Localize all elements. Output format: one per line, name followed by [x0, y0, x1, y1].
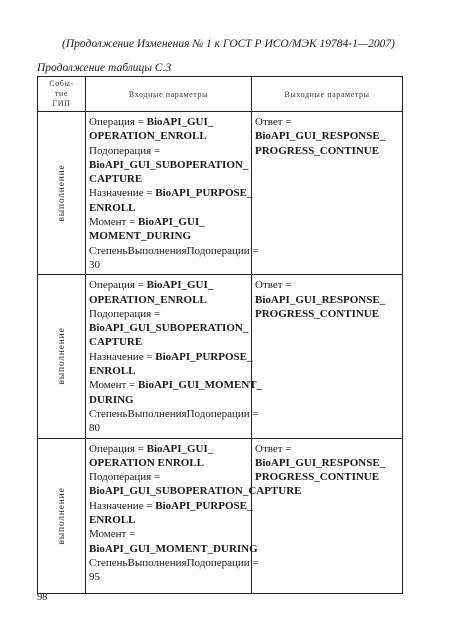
param-value: PROGRESS_CONTINUE	[255, 307, 380, 320]
param-line	[89, 201, 248, 215]
output-params-cell	[252, 112, 403, 275]
param-text: Момент =	[89, 216, 139, 229]
param-value: BioAPI_GUI_	[146, 116, 214, 128]
param-line	[89, 144, 248, 158]
param-value: BioAPI_GUI_MOMENT_	[138, 379, 263, 392]
param-line	[89, 350, 253, 364]
running-title: (Продолжение Изменения № 1 к ГОСТ Р ИСО/МЭК 19784-1—2007)	[62, 38, 395, 50]
param-line	[89, 570, 248, 584]
param-value: BioAPI_PURPOSE_	[155, 350, 253, 363]
event-cell	[38, 438, 86, 593]
param-line	[255, 115, 399, 129]
param-text: Назначение =	[89, 187, 156, 200]
param-value: BioAPI_PURPOSE_	[155, 187, 253, 200]
param-text: 30	[89, 258, 100, 271]
param-text: Операция =	[89, 116, 147, 128]
param-line	[89, 293, 248, 307]
event-label: выполнение	[56, 164, 67, 222]
param-value: OPERATION ENROLL	[89, 456, 205, 469]
param-text: 80	[89, 422, 100, 435]
table-row	[38, 438, 403, 593]
param-line	[89, 421, 248, 435]
param-line	[255, 144, 399, 158]
param-value: PROGRESS_CONTINUE	[255, 144, 380, 157]
param-text: Ответ =	[255, 279, 292, 292]
param-line	[89, 527, 248, 541]
param-line	[89, 556, 259, 570]
param-line	[89, 378, 263, 392]
param-line	[89, 244, 259, 258]
param-line	[255, 442, 399, 456]
param-line	[89, 407, 259, 421]
page-number: 98	[37, 592, 48, 603]
param-line	[89, 499, 253, 513]
param-value: BioAPI_GUI_	[138, 216, 205, 229]
param-value: BioAPI_GUI_	[146, 279, 214, 292]
param-text: Момент =	[89, 379, 139, 392]
param-text: Ответ =	[255, 116, 292, 128]
column-header-event-line1: Собы-	[49, 79, 74, 88]
event-cell	[38, 112, 86, 275]
param-value: ENROLL	[89, 365, 136, 378]
column-header-output: Выходные параметры	[252, 77, 403, 112]
param-line	[89, 278, 248, 292]
param-text: Назначение =	[89, 350, 156, 363]
param-text: Подоперация =	[89, 144, 161, 157]
param-value: MOMENT_DURING	[89, 230, 192, 243]
param-text: СтепеньВыполненияПодоперации =	[89, 244, 259, 257]
column-header-input: Входные параметры	[86, 77, 252, 112]
param-text: Операция =	[89, 279, 147, 292]
table-caption: Продолжение таблицы С.3	[37, 62, 172, 74]
param-line	[89, 158, 248, 172]
param-value: CAPTURE	[89, 173, 143, 186]
param-text: Момент =	[89, 528, 136, 541]
param-line	[89, 542, 258, 556]
param-text: СтепеньВыполненияПодоперации =	[89, 556, 259, 569]
param-value: BioAPI_GUI_SUBOPERATION_	[89, 322, 249, 335]
param-line	[255, 129, 399, 143]
param-text: Подоперация =	[89, 307, 161, 320]
param-line	[255, 470, 399, 484]
output-params-cell	[252, 275, 403, 438]
param-value: DURING	[89, 393, 134, 406]
table-header-row	[38, 77, 403, 112]
input-params-cell	[86, 275, 263, 438]
param-line	[89, 321, 248, 335]
column-header-event-line2: тие	[54, 89, 69, 98]
param-line	[89, 470, 248, 484]
param-text: Назначение =	[89, 499, 156, 512]
param-line	[89, 513, 248, 527]
param-line	[89, 484, 302, 498]
param-value: ENROLL	[89, 201, 136, 214]
output-params-cell	[252, 438, 403, 593]
param-value: ENROLL	[89, 514, 136, 527]
column-header-event	[38, 77, 86, 112]
param-text: Операция =	[89, 442, 147, 455]
param-line	[89, 129, 248, 143]
param-line	[89, 186, 253, 200]
param-line	[89, 393, 248, 407]
param-value: CAPTURE	[89, 336, 143, 349]
param-value: OPERATION_ENROLL	[89, 293, 207, 306]
param-line	[89, 215, 248, 229]
param-line	[255, 456, 399, 470]
param-line	[89, 364, 248, 378]
param-line	[89, 229, 248, 243]
param-value: BioAPI_GUI_RESPONSE_	[255, 293, 386, 306]
param-value: BioAPI_GUI_	[146, 442, 214, 455]
param-text: Подоперация =	[89, 471, 161, 484]
param-text: Ответ =	[255, 442, 292, 455]
param-line	[89, 258, 248, 272]
event-label: выполнение	[56, 487, 67, 545]
param-value: BioAPI_PURPOSE_	[155, 499, 253, 512]
param-value: BioAPI_GUI_SUBOPERATION_CAPTURE	[89, 485, 302, 498]
event-cell	[38, 275, 86, 438]
event-label: выполнение	[56, 327, 67, 385]
param-line	[89, 456, 248, 470]
param-line	[255, 278, 399, 292]
param-line	[89, 442, 248, 456]
param-value: PROGRESS_CONTINUE	[255, 471, 380, 484]
input-params-cell	[86, 112, 259, 275]
param-text: СтепеньВыполненияПодоперации =	[89, 407, 259, 420]
param-line	[89, 172, 248, 186]
param-line	[255, 293, 399, 307]
param-value: BioAPI_GUI_MOMENT_DURING	[89, 542, 258, 555]
param-text: 95	[89, 571, 100, 584]
param-line	[255, 307, 399, 321]
param-value: BioAPI_GUI_RESPONSE_	[255, 130, 386, 143]
table-row	[38, 112, 403, 275]
param-line	[89, 307, 248, 321]
param-value: OPERATION_ENROLL	[89, 130, 207, 143]
table-row	[38, 275, 403, 438]
column-header-event-line3: ГИП	[52, 99, 71, 108]
parameters-table	[37, 76, 403, 594]
param-line	[89, 115, 248, 129]
param-value: BioAPI_GUI_RESPONSE_	[255, 456, 386, 469]
param-value: BioAPI_GUI_SUBOPERATION_	[89, 158, 249, 171]
param-line	[89, 335, 248, 349]
